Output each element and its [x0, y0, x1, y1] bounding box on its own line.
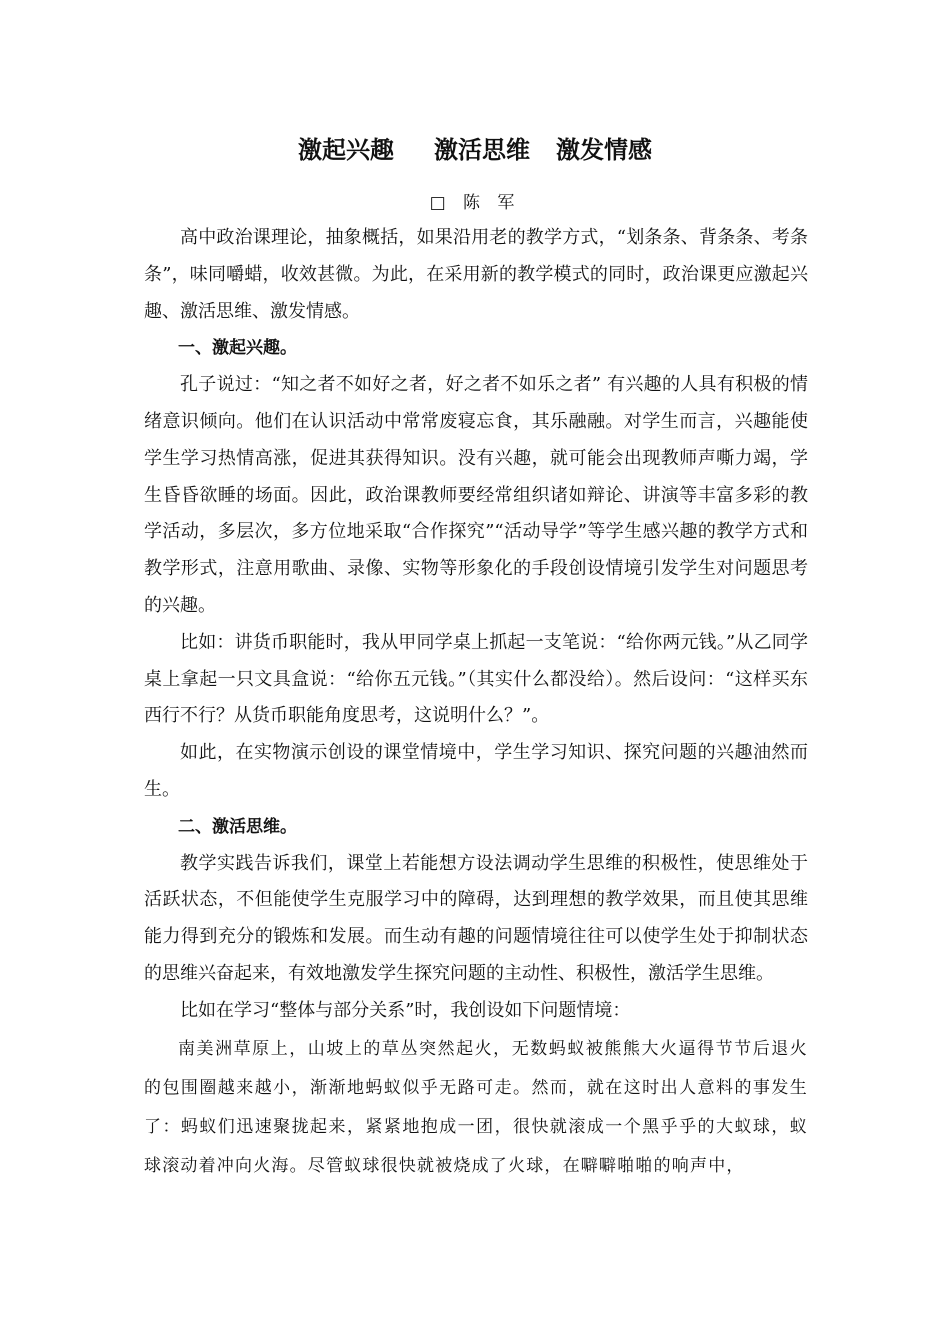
paragraph: 比如在学习“整体与部分关系”时，我创设如下问题情境： — [180, 999, 631, 1021]
article-body — [144, 220, 808, 1186]
title-part-1: 激起兴趣 — [298, 136, 394, 164]
paragraph-story: 南美洲草原上，山坡上的草丛突然起火，无数蚂蚁被熊熊大火逼得节节后退火的包围圈越来越小，渐渐地蚂蚁似乎无路可走。然而，就在这时出人意料的事发生了：蚂蚁们迅速聚拢起来，紧紧地抱成一团，很快就滚成一个黑乎乎的大蚁球，蚁球滚动着冲向火海。尽管蚁球很快就被烧成了火球，在噼噼啪啪的响声中， — [144, 1038, 808, 1176]
paragraph: 如此，在实物演示创设的课堂情境中，学生学习知识、探究问题的兴趣油然而生。 — [144, 742, 808, 800]
title-part-3: 激发情感 — [556, 136, 652, 164]
section-heading-2: 二、激活思维。 — [178, 816, 297, 837]
author-line: □ 陈 军 — [429, 193, 521, 213]
paragraph: 比如：讲货币职能时，我从甲同学桌上抓起一支笔说：“给你两元钱。”从乙同学桌上拿起一只文具盒说：“给你五元钱。”（其实什么都没给）。然后设问：“这样买东西行不行？从货币职能角度思考，这说明什么？”。 — [144, 631, 808, 727]
paragraph-intro: 高中政治课理论，抽象概括，如果沿用老的教学方式，“划条条、背条条、考条条”，味同嚼蜡，收效甚微。为此，在采用新的教学模式的同时，政治课更应激起兴趣、激活思维、激发情感。 — [144, 227, 808, 322]
paragraph: 教学实践告诉我们，课堂上若能想方设法调动学生思维的积极性，使思维处于活跃状态，不但能使学生克服学习中的障碍，达到理想的教学效果，而且使其思维能力得到充分的锻炼和发展。而生动有趣的问题情境往往可以使学生处于抑制状态的思维兴奋起来，有效地激发学生探究问题的主动性、积极性，激活学生思维。 — [144, 852, 808, 984]
section-heading-1: 一、激起兴趣。 — [178, 338, 297, 359]
title-part-2: 激活思维 — [434, 136, 530, 164]
paragraph: 孔子说过：“知之者不如好之者，好之者不如乐之者” 有兴趣的人具有积极的情绪意识倾向。他们在认识活动中常常废寝忘食，其乐融融。对学生而言，兴趣能使学生学习热情高涨，促进其获得知识。没有兴趣，就可能会出现教师声嘶力竭，学生昏昏欲睡的场面。因此，政治课教师要经常组织诸如辩论、讲演等丰富多彩的教学活动，多层次，多方位地采取“合作探究”“活动导学”等学生感兴趣的教学方式和教学形式，注意用歌曲、录像、实物等形象化的手段创设情境引发学生对问题思考的兴趣。 — [144, 374, 808, 616]
document-title — [0, 130, 950, 165]
